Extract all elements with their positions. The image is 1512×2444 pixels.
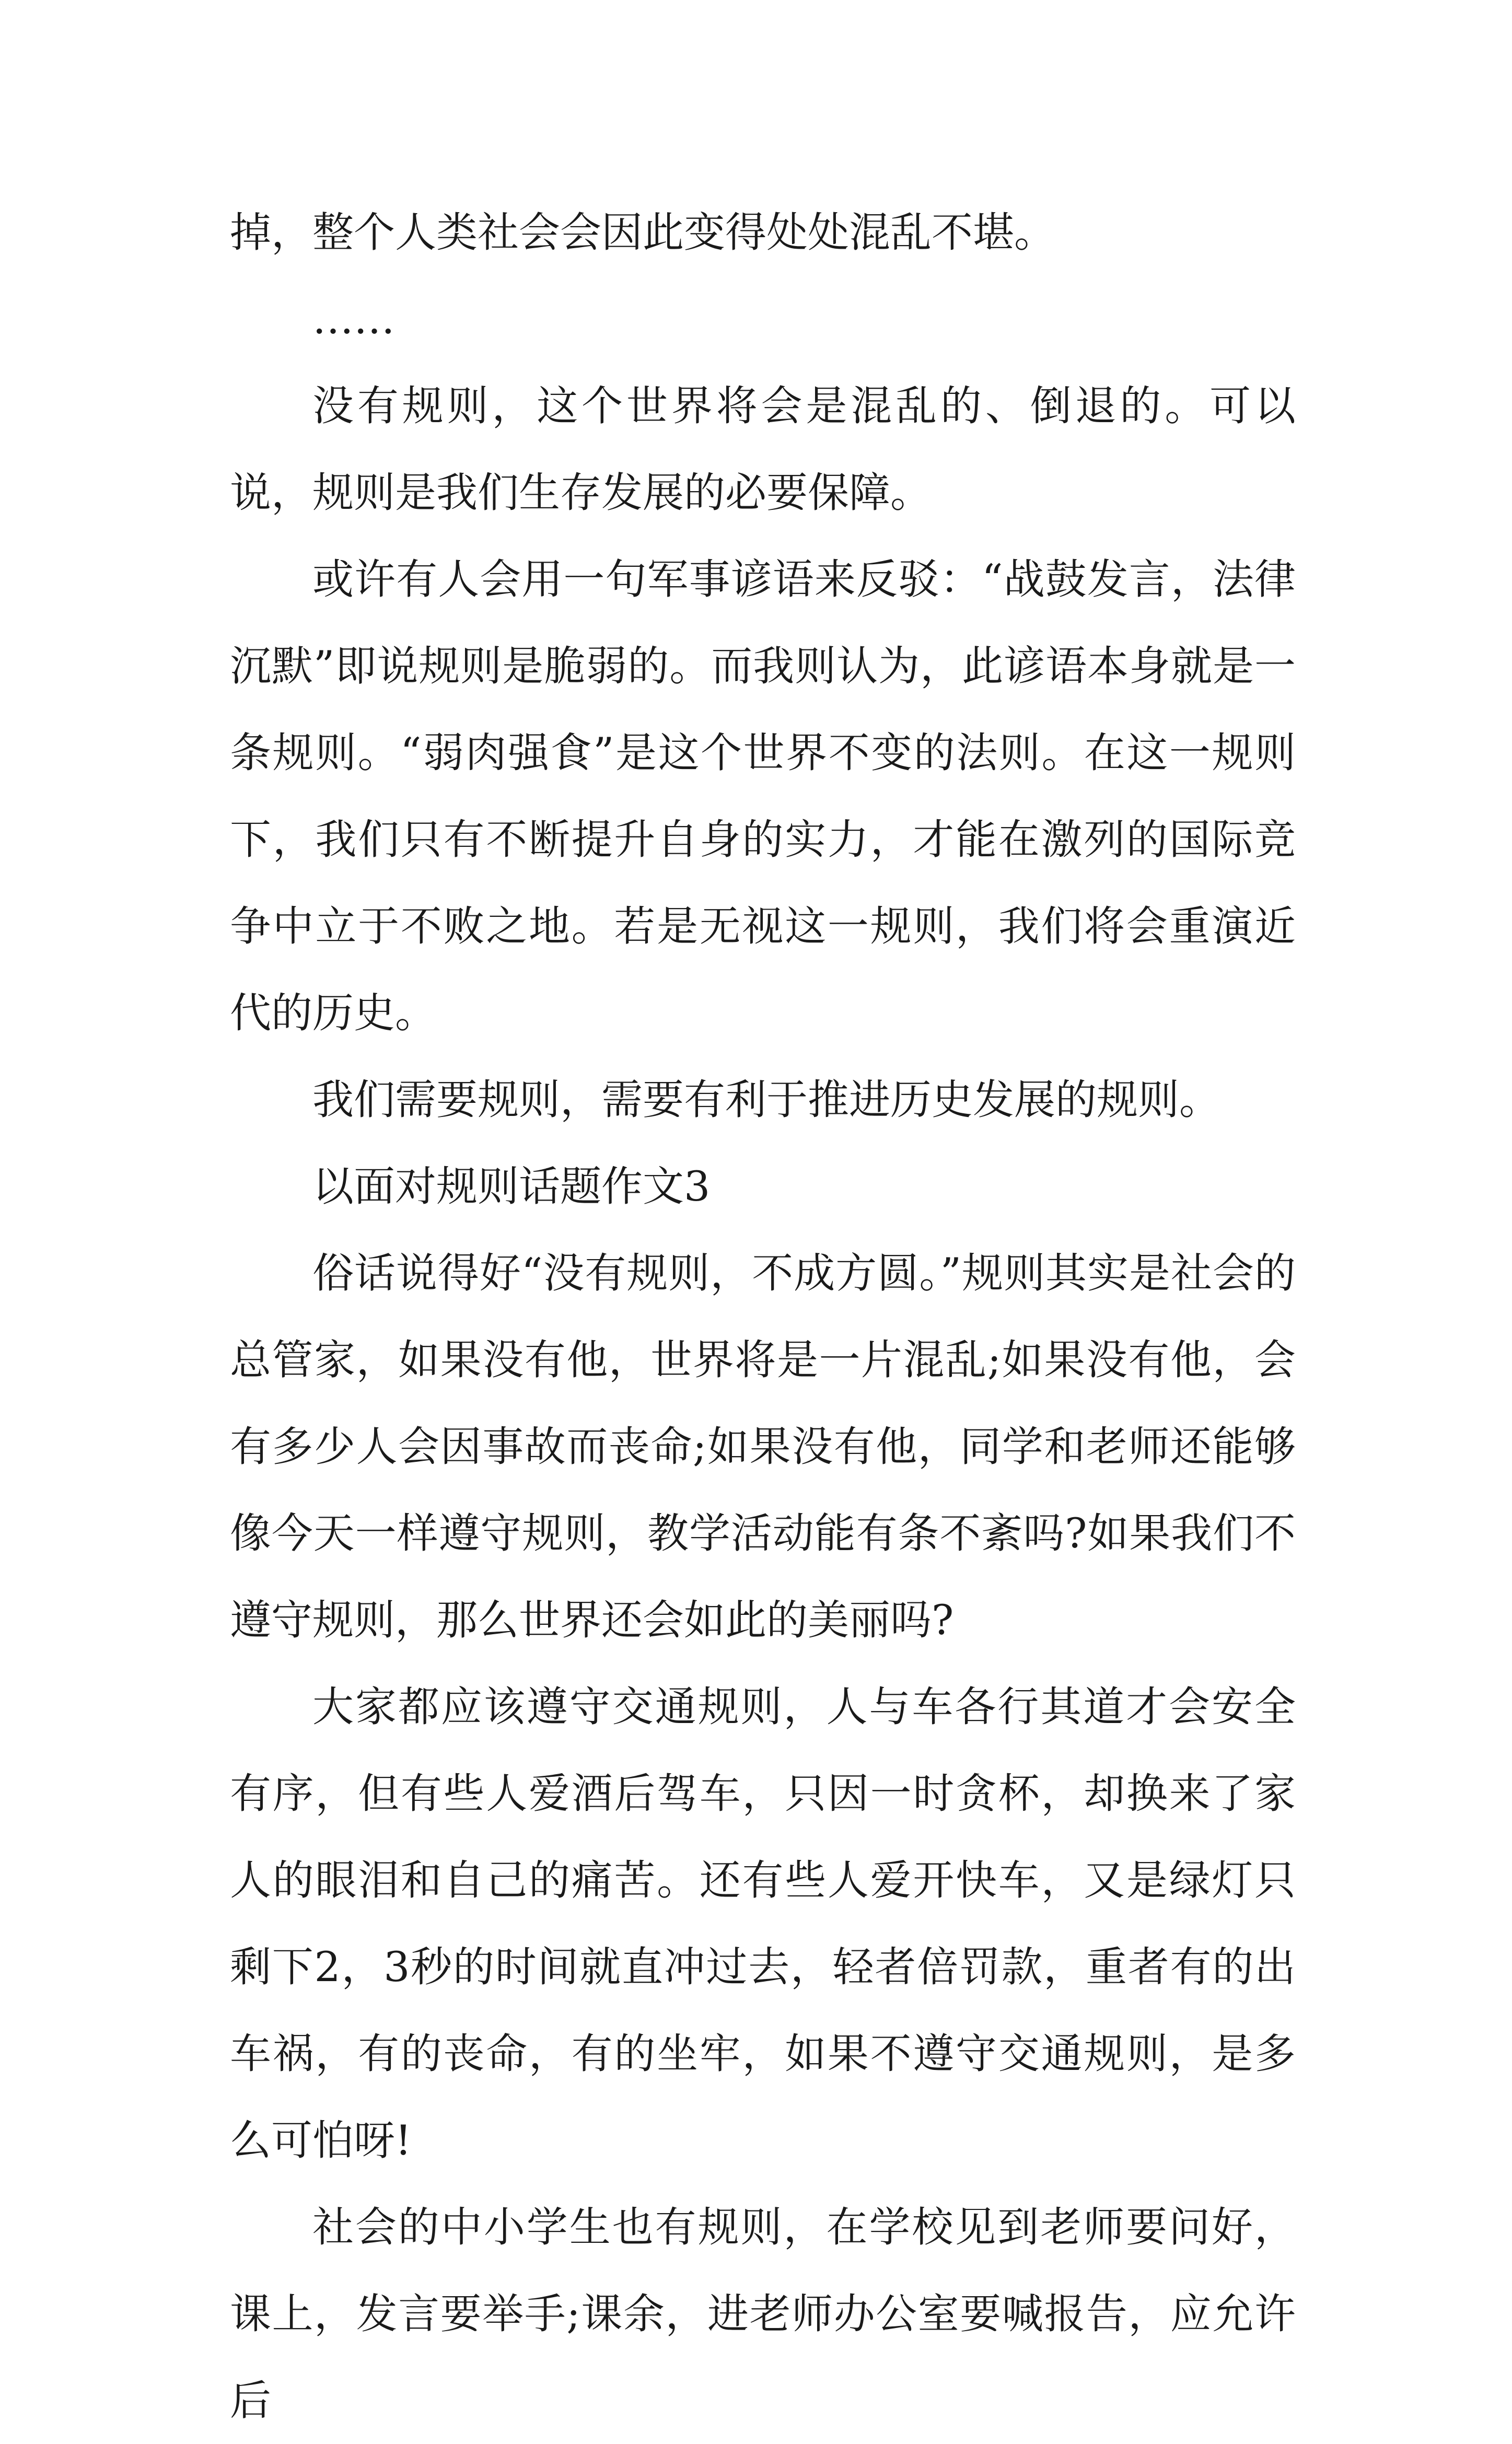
document-body <box>230 189 1296 2444</box>
section-heading: 以面对规则话题作文3 <box>312 1162 711 1211</box>
paragraph-4: 或许有人会用一句军事谚语来反驳：“战鼓发言，法律沉默”即说规则是脆弱的。而我则认为，此谚语本身就是一条规则。“弱肉强食”是这个世界不变的法则。在这一规则下，我们只有不断提升自身的实力，才能在激列的国际竞争中立于不败之地。若是无视这一规则，我们将会重演近代的历史。 <box>230 555 1296 1037</box>
paragraph-3: 没有规则，这个世界将会是混乱的、倒退的。可以说，规则是我们生存发展的必要保障。 <box>230 382 1296 517</box>
paragraph-8: 大家都应该遵守交通规则，人与车各行其道才会安全有序，但有些人爱酒后驾车，只因一时贪杯，却换来了家人的眼泪和自己的痛苦。还有些人爱开快车，又是绿灯只剩下2，3秒的时间就直冲过去，轻者倍罚款，重者有的出车祸，有的丧命，有的坐牢，如果不遵守交通规则，是多么可怕呀! <box>230 1683 1296 2164</box>
paragraph-9: 社会的中小学生也有规则，在学校见到老师要问好，课上，发言要举手;课余，进老师办公室要喊报告，应允许后 <box>230 2203 1296 2425</box>
paragraph-7: 俗话说得好“没有规则，不成方圆。”规则其实是社会的总管家，如果没有他，世界将是一片混乱;如果没有他，会有多少人会因事故而丧命;如果没有他，同学和老师还能够像今天一样遵守规则，教学活动能有条不紊吗?如果我们不遵守规则，那么世界还会如此的美丽吗? <box>230 1249 1296 1644</box>
paragraph-ellipsis: …… <box>312 295 395 343</box>
paragraph-5: 我们需要规则，需要有利于推进历史发展的规则。 <box>312 1076 1220 1124</box>
paragraph-1: 掉，整个人类社会会因此变得处处混乱不堪。 <box>230 208 1055 257</box>
